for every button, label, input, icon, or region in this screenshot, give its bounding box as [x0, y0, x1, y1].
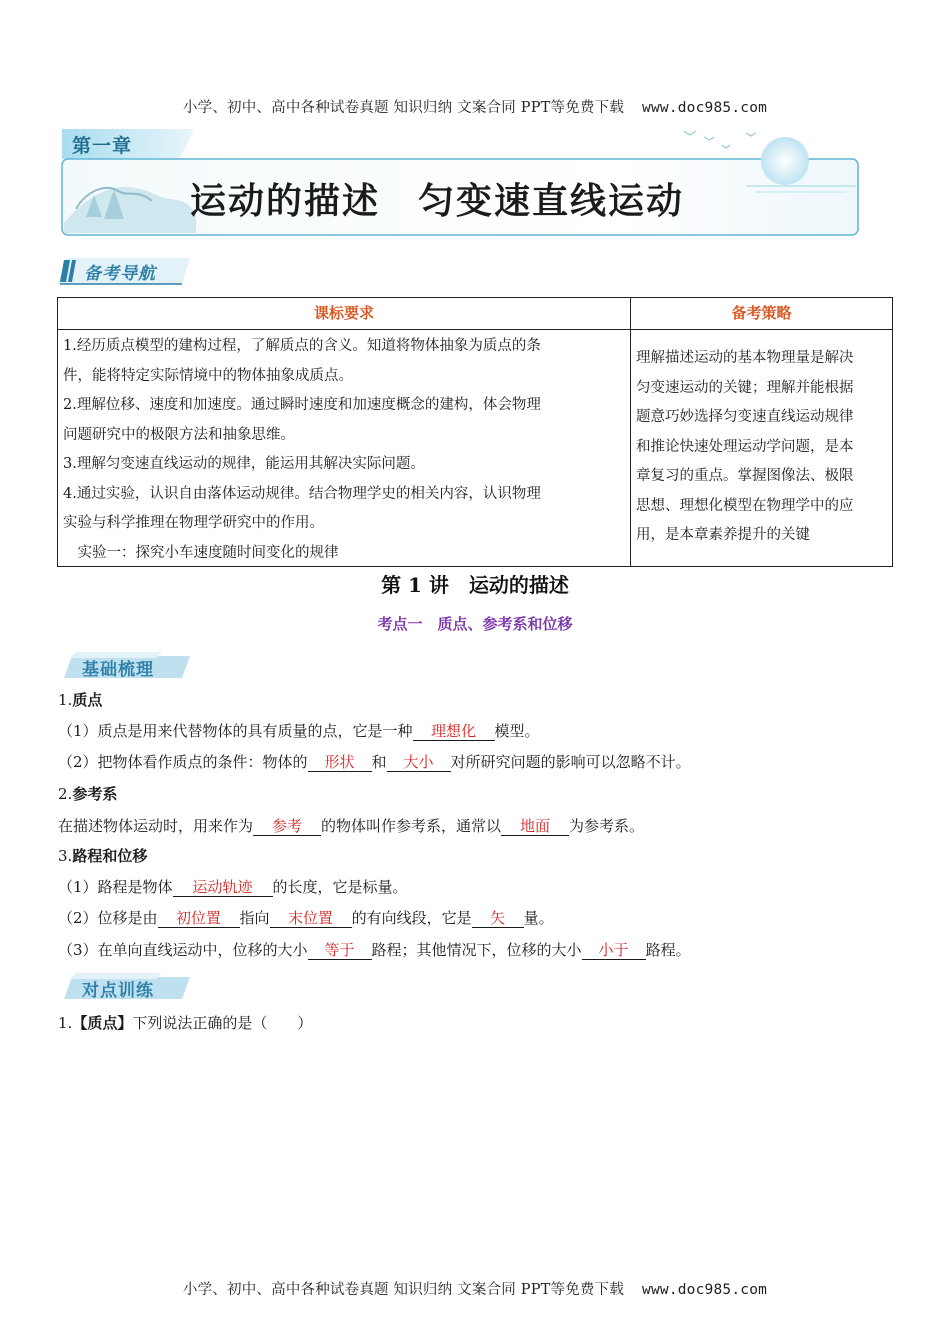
line-3-2: [58, 907, 554, 928]
text: （3）在单向直线运动中，位移的大小: [58, 941, 308, 959]
requirement-line: 4.通过实验，认识自由落体运动规律。结合物理学史的相关内容，认识物理: [63, 485, 541, 502]
answer-blank: 小于: [582, 941, 646, 960]
answer-blank: 等于: [308, 941, 372, 960]
question-text: 下列说法正确的是（ ）: [132, 1014, 313, 1032]
text: 对所研究问题的影响可以忽略不计。: [450, 753, 691, 771]
chapter-banner: [56, 125, 862, 237]
answer-blank: 运动轨迹: [173, 878, 273, 897]
line-1-1: [58, 720, 540, 741]
strategy-line: 章复习的重点。掌握图像法、极限: [636, 468, 854, 484]
requirements-table: [57, 297, 893, 567]
answer-blank: 理想化: [413, 722, 495, 741]
page-footer: [0, 1278, 950, 1299]
header-url[interactable]: www.doc985.com: [642, 100, 768, 116]
heading-point-mass: [58, 689, 102, 710]
page-header: [0, 96, 950, 117]
text: 的物体叫作参考系，通常以: [321, 817, 502, 835]
text: 指向: [239, 909, 270, 927]
text: 的有向线段，它是: [351, 909, 472, 927]
answer-blank: 初位置: [158, 909, 240, 928]
strategy-line: 和推论快速处理运动学问题，是本: [636, 438, 854, 455]
requirement-line: 实验一：探究小车速度随时间变化的规律: [63, 544, 339, 561]
header-text: 小学、初中、高中各种试卷真题 知识归纳 文案合同 PPT等免费下载: [182, 100, 625, 116]
heading-text: 路程和位移: [72, 847, 148, 865]
question-1: [58, 1012, 312, 1033]
line-1-2: [58, 751, 691, 772]
requirement-line: 问题研究中的极限方法和抽象思维。: [63, 426, 295, 443]
text: （1）质点是用来代替物体的具有质量的点，它是一种: [58, 722, 413, 740]
requirement-line: 实验与科学推理在物理学研究中的作用。: [63, 515, 324, 531]
column-divider: [630, 298, 631, 566]
line-3-3: [58, 939, 691, 960]
heading-number: 1.: [58, 691, 73, 709]
heading-reference-frame: [58, 783, 117, 804]
text: 和: [371, 753, 387, 771]
practice-section-tag: [62, 973, 192, 1001]
lecture-title: 第 1 讲 运动的描述: [381, 573, 569, 597]
requirements-cell: [63, 332, 625, 568]
text: （1）路程是物体: [58, 878, 173, 896]
text: 在描述物体运动时，用来作为: [58, 817, 254, 835]
heading-number: 2.: [58, 785, 73, 803]
heading-text: 参考系: [72, 785, 118, 803]
heading-text: 质点: [72, 691, 103, 709]
heading-path-displacement: [58, 845, 147, 866]
line-3-1: [58, 876, 408, 897]
text: （2）位移是由: [58, 909, 158, 927]
exam-navigation-label: 备考导航: [84, 264, 156, 284]
footer-url[interactable]: www.doc985.com: [642, 1282, 768, 1298]
requirement-line: 2.理解位移、速度和加速度。通过瞬时速度和加速度概念的建构，体会物理: [63, 397, 541, 413]
basics-section-label: 基础梳理: [82, 660, 154, 680]
exam-navigation-tag: [58, 256, 193, 286]
chapter-title: 运动的描述 匀变速直线运动: [190, 181, 685, 222]
answer-blank: 形状: [308, 753, 372, 772]
question-tag: 【质点】: [72, 1014, 133, 1032]
strategy-line: 用，是本章素养提升的关键: [636, 527, 810, 543]
answer-blank: 地面: [501, 817, 569, 836]
question-number: 1.: [58, 1014, 73, 1032]
text: 路程。: [645, 941, 691, 959]
table-header-strategy: 备考策略: [631, 298, 892, 330]
text: 量。: [523, 909, 554, 927]
strategy-cell: [636, 344, 888, 551]
table-header-requirements: 课标要求: [58, 298, 630, 330]
line-2-1: [58, 815, 644, 836]
footer-text: 小学、初中、高中各种试卷真题 知识归纳 文案合同 PPT等免费下载: [182, 1282, 625, 1298]
strategy-line: 思想、理想化模型在物理学中的应: [636, 497, 854, 514]
answer-blank: 矢: [472, 909, 524, 928]
requirement-line: 1.经历质点模型的建构过程，了解质点的含义。知道将物体抽象为质点的条: [63, 338, 541, 354]
text: 路程；其他情况下，位移的大小: [371, 941, 582, 959]
text: 为参考系。: [569, 817, 645, 835]
strategy-line: 匀变速运动的关键；理解并能根据: [636, 379, 854, 396]
answer-blank: 参考: [253, 817, 321, 836]
answer-blank: 大小: [387, 753, 451, 772]
strategy-line: 理解描述运动的基本物理量是解决: [636, 350, 854, 366]
text: 模型。: [494, 722, 540, 740]
basics-section-tag: [62, 652, 192, 680]
requirement-line: 3.理解匀变速直线运动的规律，能运用其解决实际问题。: [63, 456, 425, 472]
text: 的长度，它是标量。: [272, 878, 408, 896]
heading-number: 3.: [58, 847, 73, 865]
text: （2）把物体看作质点的条件：物体的: [58, 753, 308, 771]
practice-section-label: 对点训练: [82, 981, 154, 1001]
answer-blank: 末位置: [270, 909, 352, 928]
point-title: 考点一 质点、参考系和位移: [377, 615, 573, 633]
strategy-line: 题意巧妙选择匀变速直线运动规律: [636, 409, 854, 425]
chapter-tag: 第一章: [72, 135, 133, 157]
requirement-line: 件，能将特定实际情境中的物体抽象成质点。: [63, 367, 353, 384]
